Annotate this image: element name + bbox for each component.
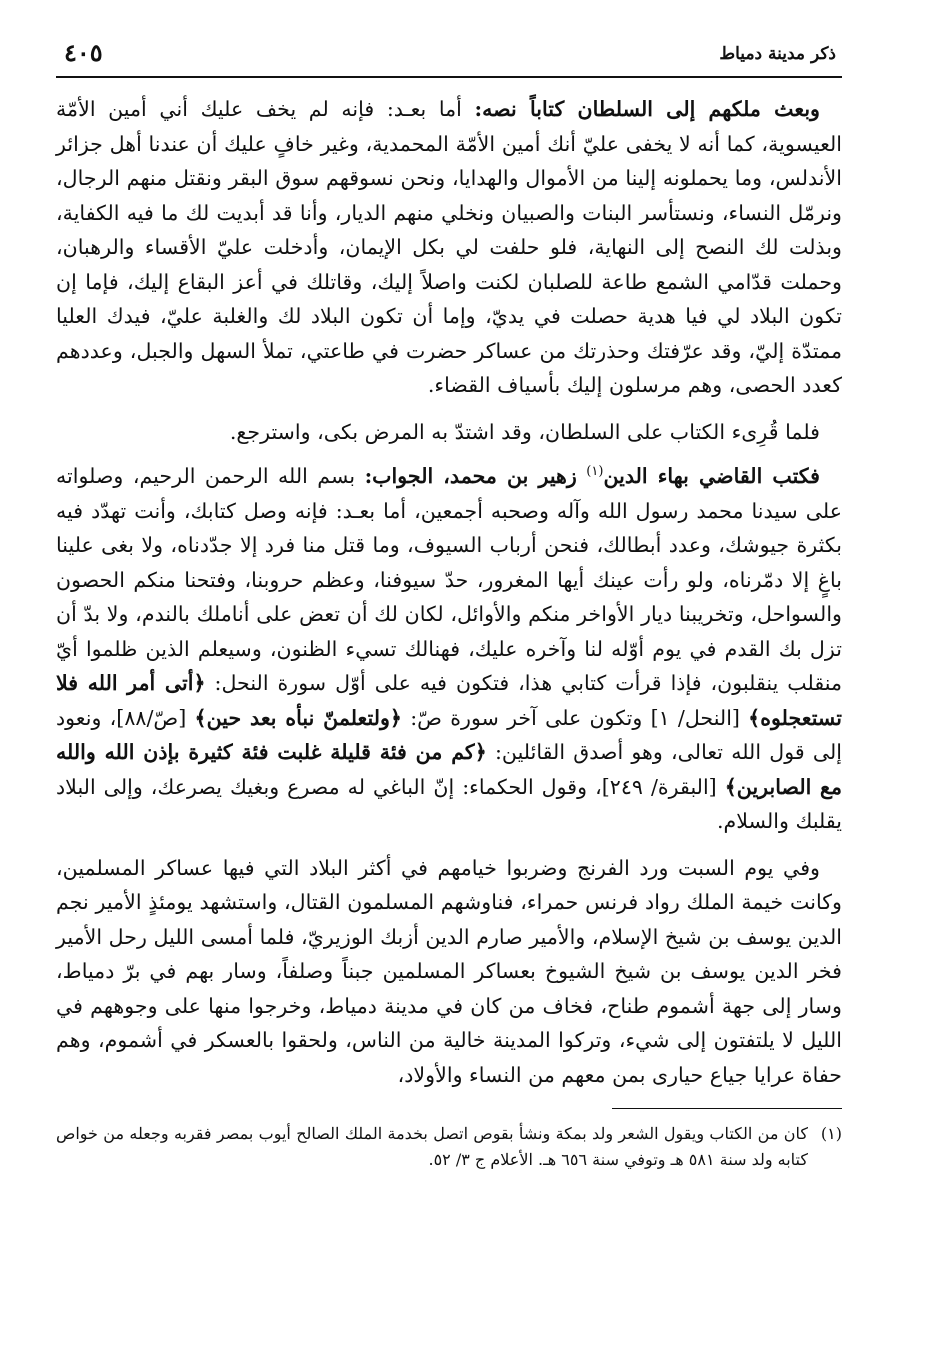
sultan-reaction-text: فلما قُرِىء الكتاب على السلطان، وقد اشتدّ به المرض بكى، واسترجع. <box>229 419 820 444</box>
reply-text-4: وقول الحكماء: إنّ الباغي له مصرع وبغيك يصرعك، وإلى البلاد يقلبك والسلام. <box>56 774 842 833</box>
quran-quote-2: ﴿ولتعلمنّ نبأه بعد حين﴾ <box>194 705 402 730</box>
footnote <box>56 1121 842 1173</box>
body-text <box>56 92 842 1092</box>
quran-quote-1: ﴿أتى أمر الله فلا تستعجلوه﴾ <box>56 671 843 730</box>
book-page <box>56 28 842 1338</box>
footnote-divider <box>612 1108 842 1109</box>
quran-ref-3: [البقرة/ ٢٤٩]، <box>595 774 717 799</box>
reply-text-2: وتكون على آخر سورة صّ: <box>410 705 643 730</box>
battle-narrative-text: وفي يوم السبت ورد الفرنج وضربوا خيامهم في أكثر البلاد التي فيها عساكر المسلمين، وكانت خيمة الملك رواد فرنس حمراء، فناوشهم المسلمون القتال، واستشهد يومئذٍ الأمير نجم الدين يوسف بن شيخ الإسلام، والأمير صارم الدين أزبك الوزيريّ، فلما أمسى الليل رحل الأمير فخر الدين يوسف بن شيخ الشيوخ بعساكر المسلمين جبناً وصلفاً، وسار بهم في برّ دمياط، وسار إلى جهة أشموم طناح، فخاف من كان في مدينة دمياط، وخرجوا منها على وجوههم في الليل لا يلتفتون إلى شيء، وتركوا المدينة خالية من الناس، ولحقوا بالعسكر في أشموم، وهم حفاة عرايا جياع حيارى بمن معهم من النساء والأولاد، <box>56 855 842 1087</box>
reply-author: زهير بن محمد، الجواب: <box>364 464 577 488</box>
quran-ref-1: [النحل/ ١] <box>650 705 740 730</box>
letter-intro: وبعث ملكهم إلى السلطان كتاباً نصه: <box>474 97 820 121</box>
footnote-text: كان من الكتاب ويقول الشعر ولد بمكة ونشأ بقوص اتصل بخدمة الملك الصالح أيوب بمصر فقربه وجعله من خواص كتابه ولد سنة ٥٨١ هـ وتوفي سنة ٦٥٦ هـ. الأعلام ج ٣/ ٥٢. <box>56 1124 808 1169</box>
reply-text-3: ونعود إلى قول الله تعالى، وهو أصدق القائلين: <box>56 705 843 764</box>
paragraph-battle-narrative <box>56 851 842 1093</box>
letter-text: أما بعـد: فإنه لم يخف عليك أني أمين الأمّة العيسوية، كما أنه لا يخفى عليّ أنك أمين الأمّة المحمدية، وغير خافٍ عليك أن عندنا أهل جزائر الأندلس، وما يحملونه إلينا من الأموال والهدايا، ونحن نسوقهم سوق البقر ونقتل منهم الرجال، ونرمّل النساء، ونستأسر البنات والصبيان ونخلي منهم الديار، وأنا قد أبديت لك ما فيه الكفاية، وبذلت لك النصح إلى النهاية، فلو حلفت لي بكل الإيمان، وأدخلت عليّ الأقساء والرهبان، وحملت قدّامي الشمع طاعة للصلبان لكنت واصلاً إليك، وقاتلك في أعز البقاع إليك، فإما إن تكون البلاد لي فيا هدية حصلت في يديّ، وإما أن تكون البلاد لك والغلبة عليّ، فيدك العليا ممتدّة إليّ، وقد عرّفتك وحذرتك من عساكر حضرت في طاعتي، تملأ السهل والجبل، وعددهم كعدد الحصى، وهم مرسلون إليك بأسياف القضاء. <box>56 97 842 397</box>
footnote-number: (١) <box>820 1124 842 1143</box>
quran-quote-3: ﴿كم من فئة قليلة غلبت فئة كثيرة بإذن الله والله مع الصابرين﴾ <box>56 740 843 799</box>
paragraph-sultan-reaction <box>56 415 842 450</box>
page-number: ٤٠٥ <box>64 38 103 67</box>
running-title: ذكر مدينة دمياط <box>719 44 836 64</box>
footnote-reference[interactable]: (١) <box>586 464 604 480</box>
reply-text-1: بسم الله الرحمن الرحيم، وصلواته على سيدنا محمد رسول الله وآله وصحبه أجمعين، أما بعـد: فإنه وصل كتابك، وأنت تهدّد فيه بكثرة جيوشك، وعدد أبطالك، فنحن أرباب السيوف، وما قتل منا فرد إلا جدّدناه، ولا بغى علينا باغٍ إلا دمّرناه، ولو رأت عينك أيها المغرور، حدّ سيوفنا، وعظم حروبنا، وفتحنا منكم الحصون والسواحل، وتخريبنا ديار الأواخر منكم والأوائل، لكان لك أن تعض على أناملك بالندم، ولا بدّ أن تزل بك القدم في يوم أوّله لنا وآخره عليك، فهنالك تسيء الظنون، وسيعلم الذين ظلموا أيّ منقلب ينقلبون، فإذا قرأت كتابي هذا، فتكون فيه على أوّل سورة النحل: <box>56 464 843 695</box>
quran-ref-2: [صّ/٨٨]، <box>109 705 187 730</box>
paragraph-letter-from-king <box>56 92 842 403</box>
running-head <box>56 28 842 78</box>
reply-intro: فكتب القاضي بهاء الدين <box>603 464 821 488</box>
paragraph-reply-letter <box>56 459 842 839</box>
